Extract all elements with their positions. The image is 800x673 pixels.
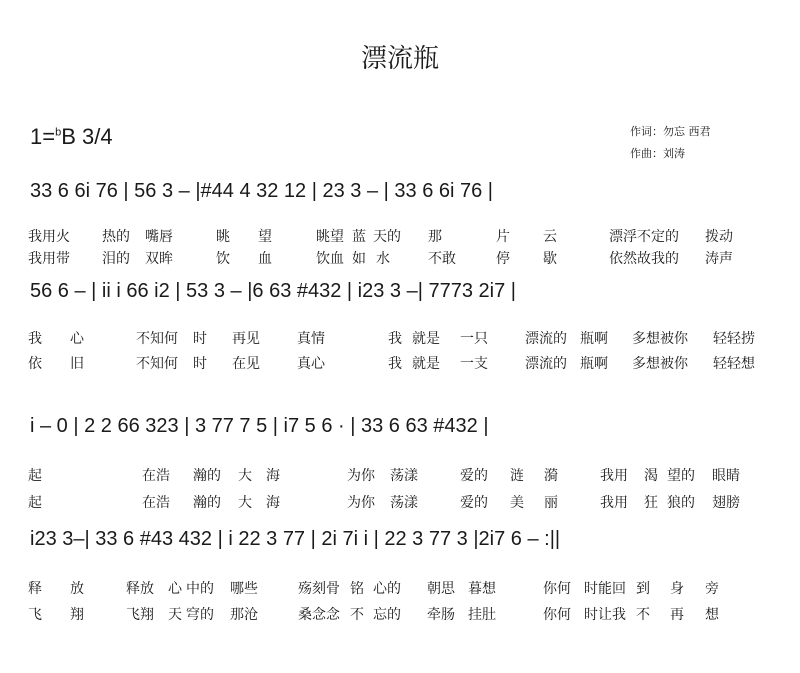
- lyric-word: 丽: [544, 495, 558, 511]
- lyric-word: 翔: [70, 607, 84, 623]
- lyric-word: 不敢: [428, 251, 456, 267]
- lyric-word: 水: [376, 251, 390, 267]
- lyric-word: 双眸: [145, 251, 173, 267]
- lyric-word: 大: [238, 468, 252, 484]
- lyric-word: 释: [28, 581, 42, 597]
- lyric-word: 涛声: [705, 251, 733, 267]
- lyric-word: 海: [266, 468, 280, 484]
- lyric-word: 歇: [543, 251, 557, 267]
- lyric-word: 我: [388, 356, 402, 372]
- lyric-word: 真情: [297, 331, 325, 347]
- key-signature: [30, 124, 113, 150]
- lyric-word: 漪: [544, 468, 558, 484]
- lyric-line-6: [0, 492, 800, 510]
- lyric-word: 就是: [412, 356, 440, 372]
- lyric-line-4: [0, 353, 800, 371]
- lyric-line-7: [0, 578, 800, 596]
- lyric-word: 就是: [412, 331, 440, 347]
- lyric-word: 心: [70, 331, 84, 347]
- lyric-word: 翅膀: [712, 495, 740, 511]
- lyric-word: 时能回: [584, 581, 626, 597]
- lyric-word: 轻轻想: [713, 356, 755, 372]
- lyric-line-5: [0, 465, 800, 483]
- lyric-word: 为你: [347, 495, 375, 511]
- key-tonic: B: [61, 124, 76, 149]
- lyric-word: 再: [670, 607, 684, 623]
- lyric-word: 一只: [460, 331, 488, 347]
- lyric-word: 海: [266, 495, 280, 511]
- lyric-word: 忘的: [373, 607, 401, 623]
- lyric-word: 瓶啊: [580, 356, 608, 372]
- lyric-word: 美: [510, 495, 524, 511]
- lyric-word: 如: [352, 251, 366, 267]
- lyric-word: 不: [350, 607, 364, 623]
- lyric-word: 我用带: [28, 251, 70, 267]
- lyric-word: 漂浮不定的: [609, 229, 679, 245]
- lyric-word: 铭: [350, 581, 364, 597]
- lyric-word: 中的: [186, 581, 214, 597]
- lyric-word: 瓶啊: [580, 331, 608, 347]
- lyric-word: 渴: [644, 468, 658, 484]
- lyric-word: 在见: [232, 356, 260, 372]
- lyric-word: 时让我: [584, 607, 626, 623]
- lyric-word: 起: [28, 495, 42, 511]
- lyricist-credit: 作词：勿忘 西君: [630, 125, 711, 138]
- lyric-word: 起: [28, 468, 42, 484]
- lyric-word: 暮想: [468, 581, 496, 597]
- lyric-word: 饮: [216, 251, 230, 267]
- flat-sign: b: [55, 126, 62, 139]
- lyric-line-2: [0, 248, 800, 266]
- lyric-word: 狂: [644, 495, 658, 511]
- lyric-word: 放: [70, 581, 84, 597]
- lyric-word: 在浩: [142, 468, 170, 484]
- lyric-word: 血: [258, 251, 272, 267]
- lyric-word: 轻轻捞: [713, 331, 755, 347]
- lyric-word: 那: [428, 229, 442, 245]
- lyric-word: 多想被你: [632, 331, 688, 347]
- key-prefix: 1=: [30, 124, 56, 149]
- lyric-word: 哪些: [230, 581, 258, 597]
- lyric-word: 依然故我的: [609, 251, 679, 267]
- lyric-word: 时: [193, 331, 207, 347]
- lyric-word: 身: [670, 581, 684, 597]
- lyric-word: 你何: [543, 607, 571, 623]
- lyric-word: 热的: [102, 229, 130, 245]
- music-line-3: i – 0 | 2 2 66 323 | 3 77 7 5 | i7 5 6 · | 33 6 63 #432 |: [30, 415, 489, 437]
- lyric-word: 荡漾: [390, 495, 418, 511]
- lyric-word: 泪的: [102, 251, 130, 267]
- lyric-word: 你何: [543, 581, 571, 597]
- time-signature: 3/4: [82, 124, 113, 149]
- lyric-word: 天: [168, 607, 182, 623]
- song-title: 漂流瓶: [360, 44, 439, 74]
- lyric-word: 飞翔: [126, 607, 154, 623]
- lyric-word: 漂流的: [525, 331, 567, 347]
- lyric-word: 心的: [373, 581, 401, 597]
- lyric-word: 不: [636, 607, 650, 623]
- lyric-line-8: [0, 604, 800, 622]
- music-line-4: i23 3–| 33 6 #43 432 | i 22 3 77 | 2i 7i i | 22 3 77 3 |2i7 6 – :||: [30, 528, 561, 550]
- lyric-word: 那沧: [230, 607, 258, 623]
- lyric-word: 大: [238, 495, 252, 511]
- lyric-word: 我用火: [28, 229, 70, 245]
- lyric-word: 蓝: [352, 229, 366, 245]
- lyric-word: 眼睛: [712, 468, 740, 484]
- lyric-word: 荡漾: [390, 468, 418, 484]
- lyric-word: 云: [543, 229, 557, 245]
- lyric-word: 旧: [70, 356, 84, 372]
- lyric-line-3: [0, 328, 800, 346]
- lyric-word: 眺望: [316, 229, 344, 245]
- lyric-word: 旁: [705, 581, 719, 597]
- lyric-word: 真心: [297, 356, 325, 372]
- lyric-word: 嘴唇: [145, 229, 173, 245]
- lyric-word: 我: [388, 331, 402, 347]
- lyric-word: 我用: [600, 468, 628, 484]
- lyric-word: 停: [496, 251, 510, 267]
- lyric-word: 释放: [126, 581, 154, 597]
- lyric-line-1: [0, 226, 800, 244]
- lyric-word: 天的: [373, 229, 401, 245]
- lyric-word: 不知何: [136, 356, 178, 372]
- lyric-word: 一支: [460, 356, 488, 372]
- lyric-word: 我: [28, 331, 42, 347]
- lyric-word: 为你: [347, 468, 375, 484]
- music-line-1: 33 6 6i 76 | 56 3 – |#44 4 32 12 | 23 3 – | 33 6 6i 76 |: [30, 180, 493, 202]
- lyric-word: 穹的: [186, 607, 214, 623]
- lyric-word: 想: [705, 607, 719, 623]
- lyric-word: 在浩: [142, 495, 170, 511]
- lyric-word: 桑念念: [298, 607, 340, 623]
- lyric-word: 时: [193, 356, 207, 372]
- lyric-word: 多想被你: [632, 356, 688, 372]
- lyric-word: 不知何: [136, 331, 178, 347]
- lyric-word: 飞: [28, 607, 42, 623]
- lyric-word: 狼的: [667, 495, 695, 511]
- lyric-word: 饮血: [316, 251, 344, 267]
- lyric-word: 挂肚: [468, 607, 496, 623]
- lyric-word: 瀚的: [193, 468, 221, 484]
- lyric-word: 拨动: [705, 229, 733, 245]
- lyric-word: 眺: [216, 229, 230, 245]
- lyric-word: 殇刻骨: [298, 581, 340, 597]
- music-line-2: 56 6 – | ii i 66 i2 | 53 3 – |6 63 #432 | i23 3 –| 7773 2i7 |: [30, 280, 516, 302]
- composer-credit: 作曲：刘涛: [630, 147, 685, 160]
- lyric-word: 爱的: [460, 468, 488, 484]
- lyric-word: 爱的: [460, 495, 488, 511]
- lyric-word: 朝思: [427, 581, 455, 597]
- lyric-word: 望: [258, 229, 272, 245]
- lyric-word: 依: [28, 356, 42, 372]
- lyric-word: 心: [168, 581, 182, 597]
- lyric-word: 牵肠: [427, 607, 455, 623]
- lyric-word: 我用: [600, 495, 628, 511]
- lyric-word: 望的: [667, 468, 695, 484]
- lyric-word: 涟: [510, 468, 524, 484]
- lyric-word: 再见: [232, 331, 260, 347]
- lyric-word: 到: [636, 581, 650, 597]
- lyric-word: 漂流的: [525, 356, 567, 372]
- lyric-word: 瀚的: [193, 495, 221, 511]
- lyric-word: 片: [496, 229, 510, 245]
